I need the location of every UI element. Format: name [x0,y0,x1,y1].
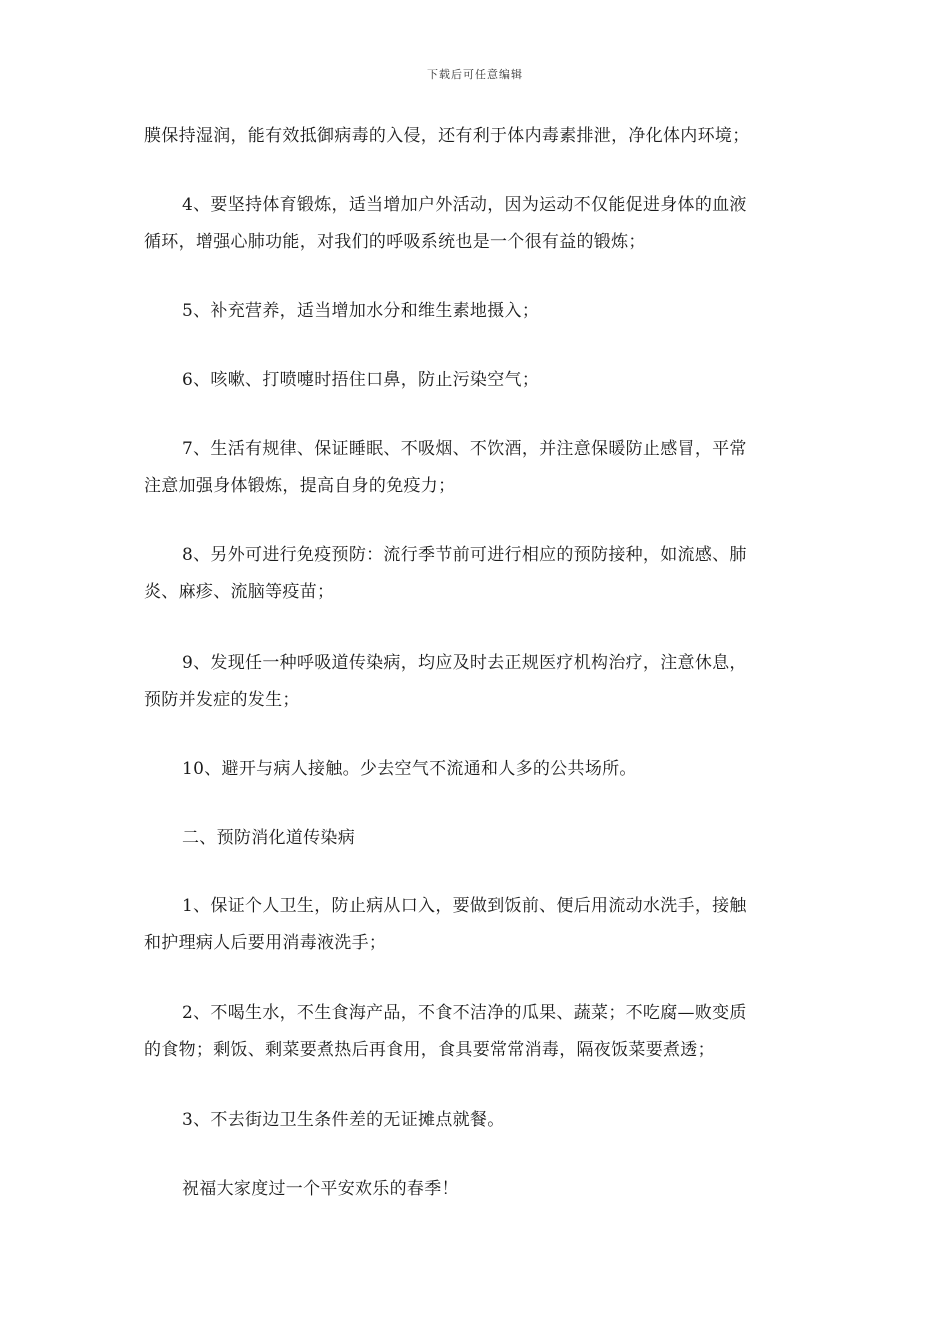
page-header-note: 下载后可任意编辑 [427,68,523,81]
paragraph-line: 9、发现任一种呼吸道传染病，均应及时去正规医疗机构治疗，注意休息， [182,653,747,673]
paragraph-line: 和护理病人后要用消毒液洗手； [144,933,387,953]
paragraph-line: 6、咳嗽、打喷嚏时捂住口鼻，防止污染空气； [182,370,540,390]
paragraph-line: 3、不去街边卫生条件差的无证摊点就餐。 [182,1110,505,1130]
paragraph-line: 10、避开与病人接触。少去空气不流通和人多的公共场所。 [182,759,637,779]
paragraph-line: 预防并发症的发生； [144,690,300,710]
paragraph-line: 1、保证个人卫生，防止病从口入，要做到饭前、便后用流动水洗手，接触 [182,896,747,916]
paragraph-line: 膜保持湿润，能有效抵御病毒的入侵，还有利于体内毒素排泄，净化体内环境； [144,126,750,146]
paragraph-line: 7、生活有规律、保证睡眠、不吸烟、不饮酒，并注意保暖防止感冒，平常 [182,439,747,459]
paragraph-continuation [144,118,808,155]
paragraph-item-6 [144,362,808,399]
paragraph-line: 注意加强身体锻炼，提高自身的免疫力； [144,476,456,496]
paragraph-item-2 [144,995,808,1069]
section-heading [144,820,808,857]
paragraph-item-10 [144,751,808,788]
paragraph-item-1 [144,888,808,962]
paragraph-item-7 [144,431,808,505]
paragraph-line: 的食物；剩饭、剩菜要煮热后再食用，食具要常常消毒，隔夜饭菜要煮透； [144,1040,715,1060]
paragraph-line: 炎、麻疹、流脑等疫苗； [144,582,335,602]
paragraph-item-3 [144,1102,808,1139]
paragraph-line: 2、不喝生水，不生食海产品，不食不洁净的瓜果、蔬菜；不吃腐—败变质 [182,1003,747,1023]
paragraph-line: 循环，增强心肺功能，对我们的呼吸系统也是一个很有益的锻炼； [144,232,646,252]
closing-greeting [144,1171,808,1208]
section-heading-text: 二、预防消化道传染病 [182,828,355,848]
paragraph-item-4 [144,187,808,261]
paragraph-line: 祝福大家度过一个平安欢乐的春季！ [182,1179,459,1199]
paragraph-item-9 [144,645,808,719]
paragraph-line: 8、另外可进行免疫预防：流行季节前可进行相应的预防接种，如流感、肺 [182,545,747,565]
paragraph-item-8 [144,537,808,611]
paragraph-line: 5、补充营养，适当增加水分和维生素地摄入； [182,301,540,321]
paragraph-line: 4、要坚持体育锻炼，适当增加户外活动，因为运动不仅能促进身体的血液 [182,195,747,215]
paragraph-item-5 [144,293,808,330]
